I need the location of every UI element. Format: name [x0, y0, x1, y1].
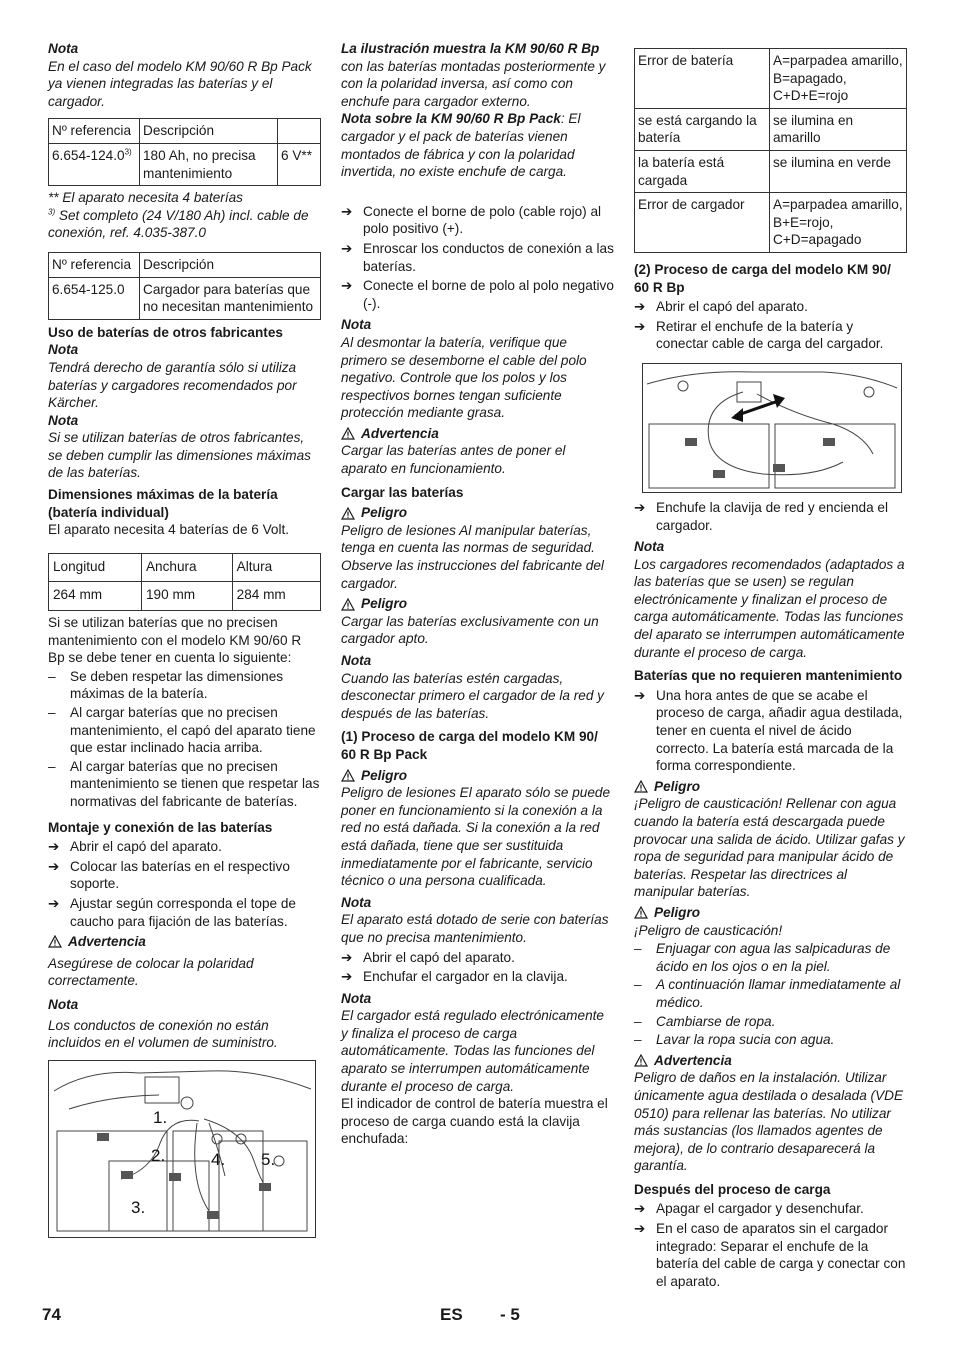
table-header: Altura	[232, 553, 320, 582]
note-text: En el caso del modelo KM 90/60 R Bp Pack ya vienen integradas las baterías y el cargador.	[48, 58, 312, 109]
table-header: Anchura	[141, 553, 232, 582]
list-item: – Al cargar baterías que no precisen mantenimiento, el capó del aparato tiene que estar inclinado hacia arriba.	[48, 705, 316, 756]
section-heading: Baterías que no requieren mantenimiento	[634, 668, 903, 684]
table-cell: se está cargando la batería	[635, 108, 770, 150]
arrow-icon: ➔	[48, 895, 60, 911]
language-code: ES	[440, 1305, 463, 1324]
table-cell: A=parpadea amarillo, B=apagado, C+D+E=rojo	[770, 49, 907, 109]
arrow-icon: ➔	[48, 858, 60, 874]
warning-icon	[634, 780, 648, 793]
step-item: ➔ Apagar el cargador y desenchufar.	[634, 1201, 864, 1217]
arrow-icon: ➔	[634, 687, 646, 703]
table-row	[635, 108, 907, 150]
status-table	[634, 48, 907, 253]
warning-text: Asegúrese de colocar la polaridad correctamente.	[48, 955, 254, 989]
table-header: Descripción	[140, 252, 321, 277]
note-text: Los cargadores recomendados (adaptados a las baterías que se usen) se regulan electrónicamente y finalizan el proceso de carga automáticamente. Todas las funciones del aparato se interrumpen automáticamente durante el proceso de carga.	[634, 556, 905, 660]
list-item: – Se deben respetar las dimensiones máximas de la batería.	[48, 668, 284, 702]
danger-text: Peligro de lesiones Al manipular baterías, tenga en cuenta las normas de seguridad. Observe las instrucciones del fabricante del cargador.	[341, 522, 604, 591]
section-heading: (2) Proceso de carga del modelo KM 90/ 60 R Bp	[634, 261, 891, 295]
paragraph: El aparato necesita 4 baterías de 6 Volt.	[48, 522, 290, 538]
wiring-illustration	[49, 1061, 315, 1237]
note-title: Nota	[48, 342, 79, 358]
danger-text: ¡Peligro de causticación!	[634, 922, 783, 938]
arrow-icon: ➔	[341, 278, 353, 294]
figure-label: 5.	[261, 1149, 276, 1169]
arrow-icon: ➔	[634, 1221, 646, 1237]
danger-text: Peligro de lesiones El aparato sólo se puede poner en funcionamiento si la conexión a la red no está dañada. Si la conexión a la red está dañada, tiene que ser sustituida inmediatamente por el fabricante, servicio técnico o una persona cualificada.	[341, 785, 611, 889]
figure-label: 2.	[151, 1145, 166, 1165]
table-cell: A=parpadea amarillo, B+E=rojo, C+D=apagado	[770, 193, 907, 253]
step-item: ➔ Abrir el capó del aparato.	[48, 839, 222, 855]
section-heading: Uso de baterías de otros fabricantes	[48, 324, 283, 340]
table-cell: la batería está cargada	[635, 150, 770, 192]
charger-table	[48, 252, 321, 320]
page-number: 74	[42, 1305, 61, 1324]
step-item: ➔ Enchufe la clavija de red y encienda el cargador.	[634, 499, 888, 533]
figure-label: 1.	[153, 1107, 168, 1127]
column-1	[48, 40, 321, 1244]
danger-heading: Peligro	[634, 778, 907, 796]
note-title: La ilustración muestra la KM 90/60 R Bp	[341, 41, 600, 56]
step-item: ➔ Abrir el capó del aparato.	[634, 299, 808, 315]
list-item: – Cambiarse de ropa.	[634, 1013, 776, 1029]
warning-icon	[341, 769, 355, 782]
warning-icon	[341, 427, 355, 440]
note-text: Los conductos de conexión no están incluidos en el volumen de suministro.	[48, 1017, 278, 1051]
section-heading: Cargar las baterías	[341, 484, 464, 500]
arrow-icon: ➔	[48, 839, 60, 855]
danger-heading: Peligro	[634, 904, 907, 922]
table-header: Nº referencia	[49, 252, 140, 277]
table-cell: Error de cargador	[635, 193, 770, 253]
arrow-icon: ➔	[634, 1201, 646, 1217]
note-text: El aparato está dotado de serie con baterías que no precisa mantenimiento.	[341, 912, 609, 945]
table-row	[635, 49, 907, 109]
table-cell: se ilumina en verde	[770, 150, 907, 192]
arrow-icon: ➔	[634, 499, 646, 515]
step-item: ➔ Retirar el enchufe de la batería y conectar cable de carga del cargador.	[634, 318, 884, 352]
figure-label: 4.	[211, 1149, 226, 1169]
footnote: ** El aparato necesita 4 baterías	[48, 190, 243, 206]
danger-heading: Peligro	[341, 767, 614, 785]
column-2	[341, 40, 614, 1148]
table-header: Longitud	[49, 553, 142, 582]
note-text: con las baterías montadas posteriormente y con la polaridad inversa, así como con enchufe para cargador externo.	[341, 58, 606, 109]
table-cell: se ilumina en amarillo	[770, 108, 907, 150]
warning-icon	[341, 507, 355, 520]
warning-text: Peligro de daños en la instalación. Utilizar únicamente agua destilada o desalada (VDE 0510) para rellenar las baterías. No utilizar más sustancias (los llamados agentes de mejora), de lo contrario desaparecerá la garantía.	[634, 1070, 904, 1174]
note-title: Nota	[341, 653, 372, 668]
table-header	[278, 119, 321, 144]
warning-icon	[634, 1054, 648, 1067]
table-row	[635, 193, 907, 253]
warning-heading: Advertencia	[634, 1052, 907, 1070]
list-item: – Al cargar baterías que no precisen mantenimiento se tienen que respetar las normativas del fabricante de baterías.	[48, 758, 320, 809]
step-item: ➔ Colocar las baterías en el respectivo soporte.	[48, 858, 290, 892]
warning-text: Cargar las baterías antes de poner el aparato en funcionamiento.	[341, 443, 566, 477]
warning-icon	[634, 906, 648, 919]
step-item: ➔ Una hora antes de que se acabe el proceso de carga, añadir agua destilada, tener en cuenta el nivel de ácido correcto. La batería está marcada de la forma correspondiente.	[634, 687, 903, 774]
warning-icon	[48, 935, 62, 948]
table-cell: 6.654-125.0	[49, 277, 140, 319]
danger-heading: Peligro	[341, 595, 614, 613]
table-header: Nº referencia	[49, 119, 140, 144]
arrow-icon: ➔	[634, 318, 646, 334]
dimensions-table	[48, 553, 321, 611]
arrow-icon: ➔	[341, 949, 353, 965]
step-item: ➔ Abrir el capó del aparato.	[341, 949, 515, 965]
warning-heading: Advertencia	[48, 933, 321, 951]
table-cell: Cargador para baterías que no necesitan mantenimiento	[140, 277, 321, 319]
charger-plug-figure	[642, 363, 902, 493]
arrow-icon: ➔	[341, 240, 353, 256]
note-title: Nota	[48, 996, 79, 1012]
note-title: Nota	[341, 990, 372, 1006]
list-item: – Enjuagar con agua las salpicaduras de ácido en los ojos o en la piel.	[634, 941, 891, 974]
note-title: Nota	[341, 317, 372, 333]
note-title: Nota	[341, 894, 372, 910]
table-cell: 264 mm	[49, 582, 142, 611]
note-text: Cuando las baterías estén cargadas, desconectar primero el cargador de la red y después de las baterías.	[341, 670, 604, 721]
note-title: Nota	[48, 41, 79, 56]
step-item: ➔ Conecte el borne de polo al polo negativo (-).	[341, 278, 614, 311]
note-text: Si se utilizan baterías de otros fabricantes, se deben cumplir las dimensiones máximas de las baterías.	[48, 430, 311, 481]
arrow-icon: ➔	[341, 203, 353, 219]
warning-heading: Advertencia	[341, 425, 614, 443]
table-cell: 190 mm	[141, 582, 232, 611]
table-row	[635, 150, 907, 192]
paragraph: El indicador de control de batería muestra el proceso de carga cuando está la clavija enchufada:	[341, 1096, 608, 1147]
step-item: ➔ Conecte el borne de polo (cable rojo) al polo positivo (+).	[341, 203, 602, 237]
column-3	[634, 48, 907, 1292]
charger-illustration	[643, 364, 901, 492]
section-heading: Después del proceso de carga	[634, 1181, 831, 1197]
warning-icon	[341, 598, 355, 611]
step-item: ➔ Enchufar el cargador en la clavija.	[341, 969, 568, 985]
list-item: – A continuación llamar inmediatamente al médico.	[634, 977, 901, 1010]
section-heading: Dimensiones máximas de la batería (batería individual)	[48, 487, 278, 520]
danger-text: ¡Peligro de causticación! Rellenar con agua cuando la batería está descargada puede provocar una salida de ácido. Utilizar gafas y ropa de seguridad para manipular ácido de baterías. Respetar las directrices al manipular baterías.	[634, 796, 905, 900]
table-cell: 6.654-124.0$^{3)}$	[49, 143, 140, 185]
step-item: ➔ Enroscar los conductos de conexión a las baterías.	[341, 240, 614, 274]
battery-wiring-figure	[48, 1060, 316, 1238]
battery-table	[48, 118, 321, 186]
note-title: Nota	[48, 412, 79, 428]
sub-page-number: - 5	[500, 1305, 520, 1324]
section-heading: (1) Proceso de carga del modelo KM 90/ 60 R Bp Pack	[341, 729, 598, 762]
table-cell: 6 V**	[278, 143, 321, 185]
note-title: Nota	[634, 539, 665, 555]
danger-text: Cargar las baterías exclusivamente con un cargador apto.	[341, 613, 599, 647]
table-cell: Error de batería	[635, 49, 770, 109]
paragraph: Si se utilizan baterías que no precisen mantenimiento con el modelo KM 90/60 R Bp se debe tener en cuenta lo siguiente:	[48, 615, 302, 666]
note-text: Nota sobre la KM 90/60 R Bp Pack: El cargador y el pack de baterías vienen montados de fábrica y con la polaridad invertida, no existe enchufe de carga.	[341, 111, 581, 180]
table-cell: 180 Ah, no precisa mantenimiento	[140, 143, 278, 185]
list-item: – Lavar la ropa sucia con agua.	[634, 1032, 835, 1048]
note-text: Al desmontar la batería, verifique que primero se desemborne el cable del polo negativo. Controle que los polos y los respectivos bornes tengan suficiente protección mediante grasa.	[341, 334, 587, 421]
step-item: ➔ En el caso de aparatos sin el cargador integrado: Separar el enchufe de la batería del cable de carga y conectar con el aparato.	[634, 1221, 906, 1289]
danger-heading: Peligro	[341, 504, 614, 522]
table-cell: 284 mm	[232, 582, 320, 611]
arrow-icon: ➔	[341, 969, 353, 985]
note-text: Tendrá derecho de garantía sólo si utiliza baterías y cargadores recomendados por Kärcher.	[48, 359, 297, 411]
section-heading: Montaje y conexión de las baterías	[48, 819, 273, 835]
footnote: $^{3)}$ Set completo (24 V/180 Ah) incl. cable de conexión, ref. 4.035-387.0	[48, 207, 309, 241]
arrow-icon: ➔	[634, 299, 646, 315]
note-text: El cargador está regulado electrónicamente y finaliza el proceso de carga automáticamente. Todas las funciones del aparato se interrumpen automáticamente durante el proceso de carga.	[341, 1008, 604, 1094]
step-item: ➔ Ajustar según corresponda el tope de caucho para fijación de las baterías.	[48, 895, 296, 929]
table-header: Descripción	[140, 119, 278, 144]
figure-label: 3.	[131, 1197, 146, 1217]
